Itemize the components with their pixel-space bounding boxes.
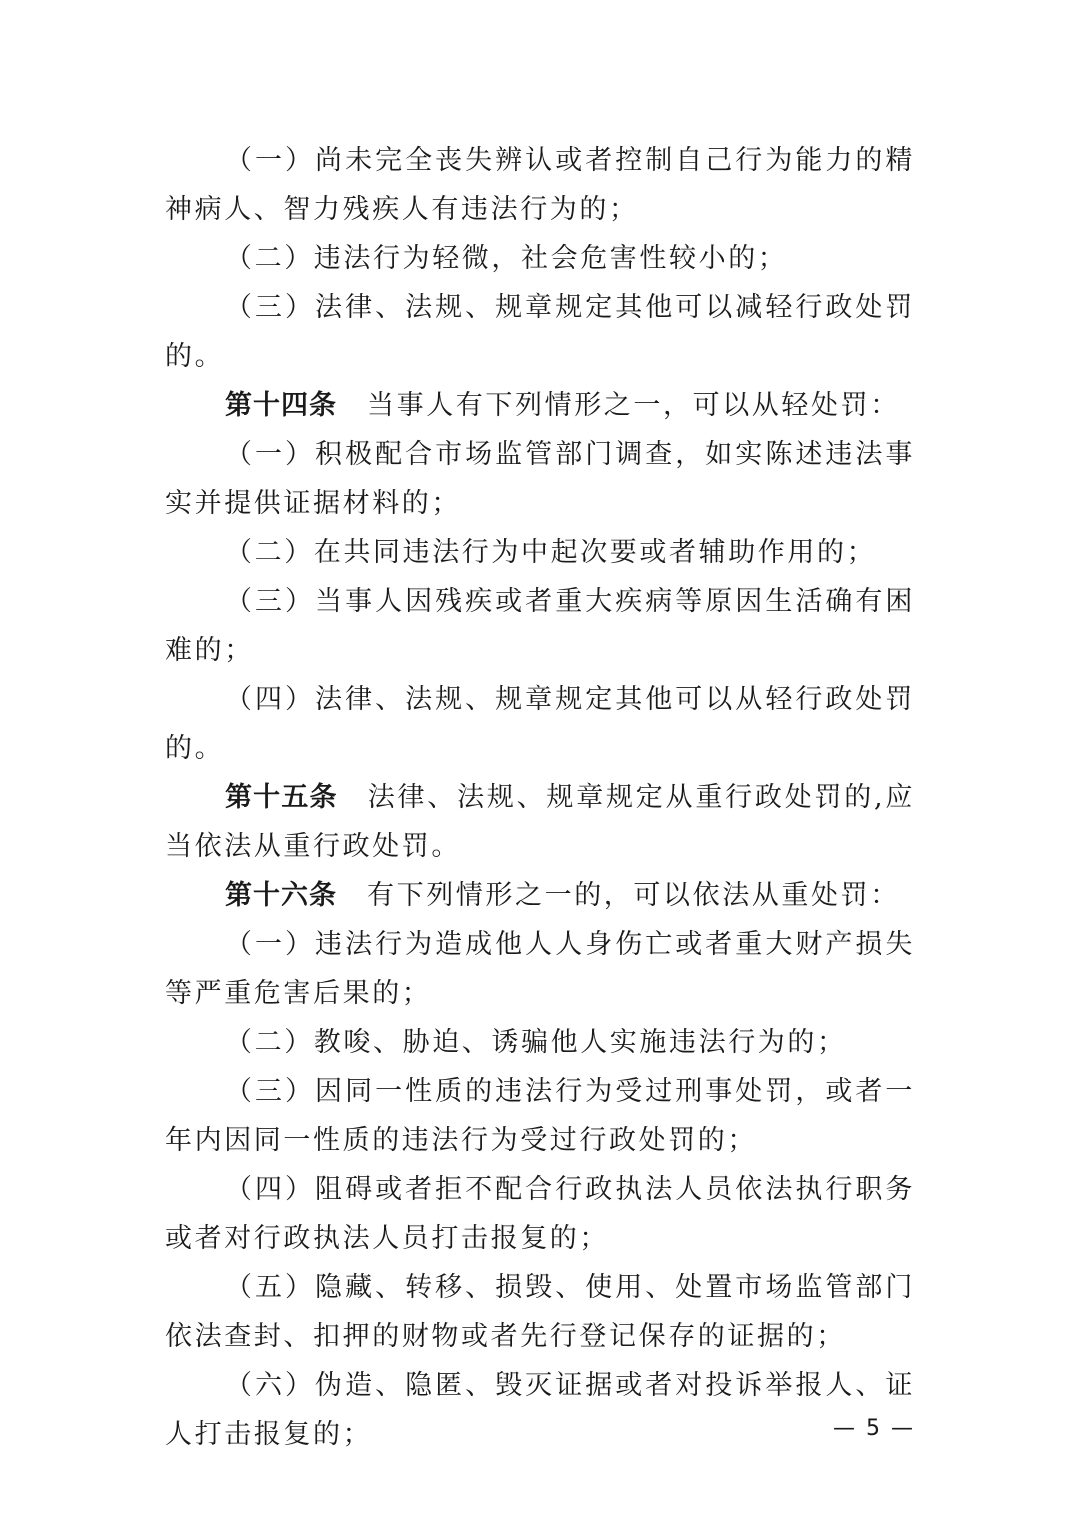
article-14 xyxy=(165,381,915,430)
paragraph-text: （三）当事人因残疾或者重大疾病等原因生活确有困难的； xyxy=(165,586,915,666)
paragraph-item-1 xyxy=(165,136,915,234)
paragraph-item-12 xyxy=(165,1263,915,1361)
paragraph-text: 法律、法规、规章规定从重行政处罚的,应当依法从重行政处罚。 xyxy=(165,782,916,862)
article-15 xyxy=(165,773,915,871)
paragraph-item-6 xyxy=(165,577,915,675)
paragraph-text: （一）积极配合市场监管部门调查，如实陈述违法事实并提供证据材料的； xyxy=(165,439,915,519)
paragraph-text: （三）法律、法规、规章规定其他可以减轻行政处罚的。 xyxy=(165,292,915,372)
paragraph-text: （一）尚未完全丧失辨认或者控制自己行为能力的精神病人、智力残疾人有违法行为的； xyxy=(165,145,915,225)
paragraph-item-7 xyxy=(165,675,915,773)
paragraph-item-13 xyxy=(165,1361,915,1459)
paragraph-text: （二）违法行为轻微，社会危害性较小的； xyxy=(225,243,788,274)
article-16 xyxy=(165,871,915,920)
paragraph-item-8 xyxy=(165,920,915,1018)
document-body xyxy=(165,136,915,1459)
paragraph-item-2 xyxy=(165,234,915,283)
paragraph-text: （四）阻碍或者拒不配合行政执法人员依法执行职务或者对行政执法人员打击报复的； xyxy=(165,1174,915,1254)
paragraph-text: （一）违法行为造成他人人身伤亡或者重大财产损失等严重危害后果的； xyxy=(165,929,915,1009)
paragraph-text: 当事人有下列情形之一，可以从轻处罚： xyxy=(367,390,900,421)
paragraph-text: （六）伪造、隐匿、毁灭证据或者对投诉举报人、证人打击报复的； xyxy=(165,1370,915,1450)
page-number: — 5 — xyxy=(833,1416,915,1441)
paragraph-text: （三）因同一性质的违法行为受过刑事处罚，或者一年内因同一性质的违法行为受过行政处罚的； xyxy=(165,1076,915,1156)
paragraph-text: （二）在共同违法行为中起次要或者辅助作用的； xyxy=(225,537,877,568)
paragraph-text: （五）隐藏、转移、损毁、使用、处置市场监管部门依法查封、扣押的财物或者先行登记保存的证据的； xyxy=(165,1272,915,1352)
paragraph-item-5 xyxy=(165,528,915,577)
paragraph-item-11 xyxy=(165,1165,915,1263)
article-number: 第十六条 xyxy=(225,880,337,911)
paragraph-item-3 xyxy=(165,283,915,381)
article-number: 第十四条 xyxy=(225,390,337,421)
article-number: 第十五条 xyxy=(225,782,338,813)
paragraph-text: （四）法律、法规、规章规定其他可以从轻行政处罚的。 xyxy=(165,684,915,764)
paragraph-text: 有下列情形之一的，可以依法从重处罚： xyxy=(367,880,900,911)
paragraph-item-4 xyxy=(165,430,915,528)
paragraph-text: （二）教唆、胁迫、诱骗他人实施违法行为的； xyxy=(225,1027,847,1058)
paragraph-item-10 xyxy=(165,1067,915,1165)
paragraph-item-9 xyxy=(165,1018,915,1067)
